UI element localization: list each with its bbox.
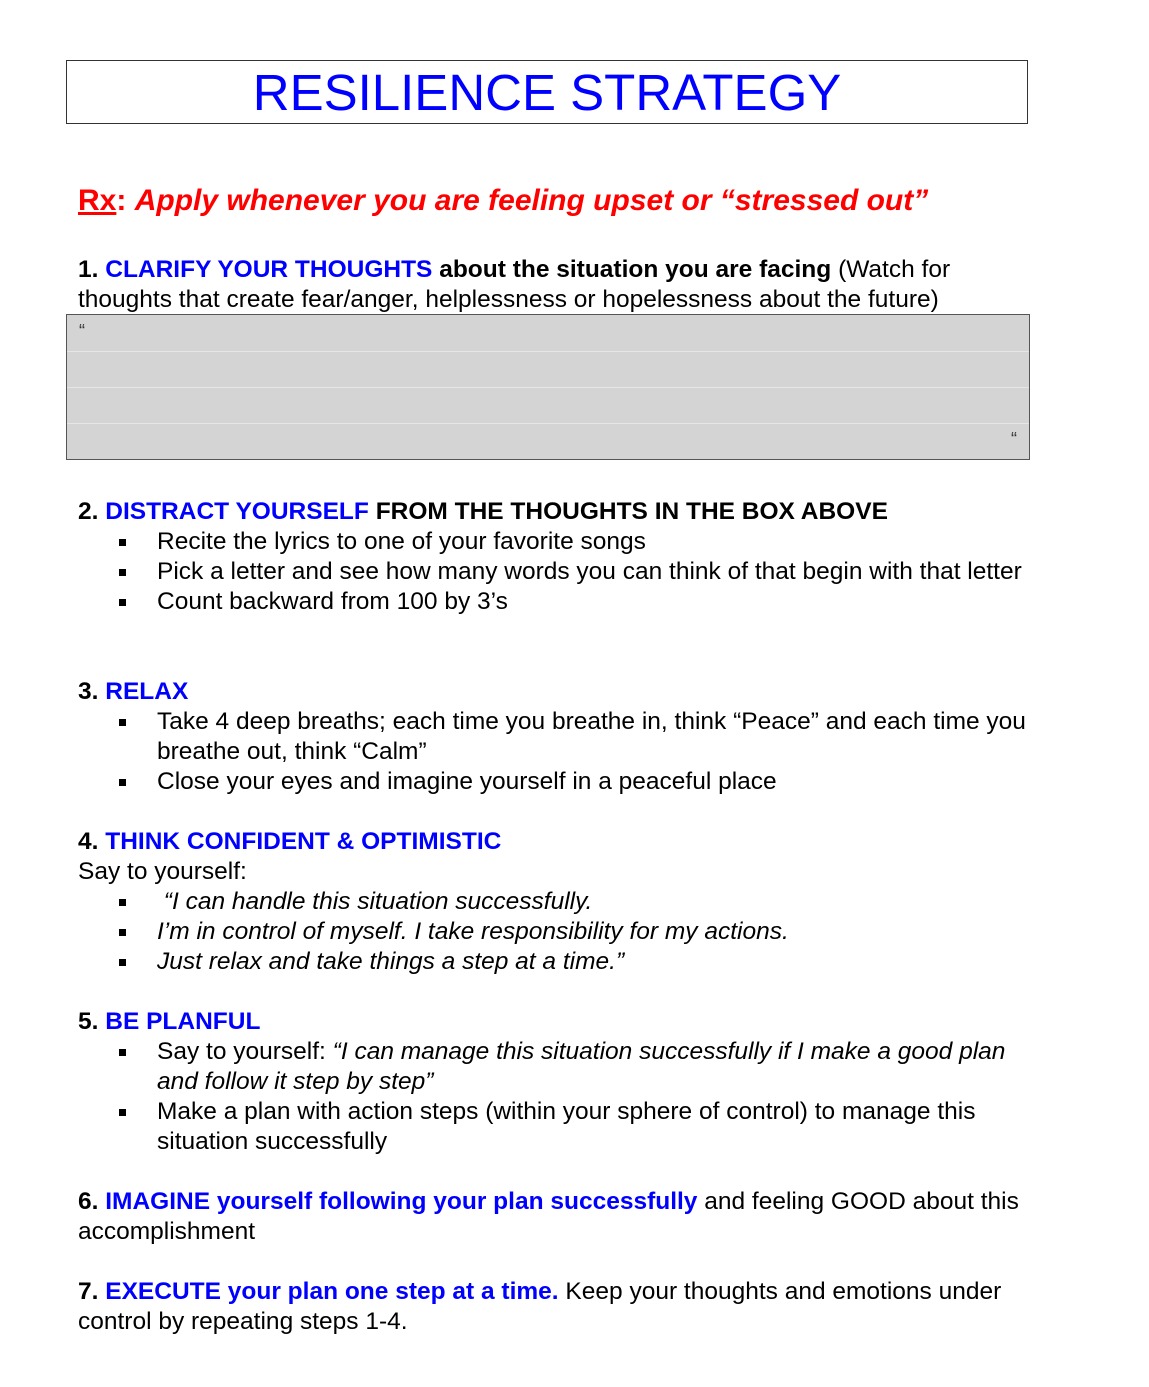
section-3-heading: RELAX xyxy=(105,678,189,705)
section-5-heading: BE PLANFUL xyxy=(105,1008,261,1035)
section-1-bold-tail: about the situation you are facing xyxy=(439,256,832,283)
list-item: I’m in control of myself. I take responsibility for my actions. xyxy=(157,917,1038,947)
item-italic-quote: “I can manage this situation successfully if I make a good plan and follow it step by step” xyxy=(157,1038,1006,1095)
box-rule xyxy=(67,423,1029,424)
section-5 xyxy=(78,1007,1038,1157)
section-2-bold-tail: FROM THE THOUGHTS IN THE BOX ABOVE xyxy=(375,498,888,525)
section-3-list xyxy=(78,707,1038,797)
list-item: Make a plan with action steps (within your sphere of control) to manage this situation successfully xyxy=(157,1097,1038,1157)
list-item: Take 4 deep breaths; each time you breathe in, think “Peace” and each time you breathe out, think “Calm” xyxy=(157,707,1038,767)
close-quote-mark: “ xyxy=(1011,429,1017,449)
list-item xyxy=(157,1037,1038,1097)
thoughts-box[interactable] xyxy=(66,314,1030,460)
item-plain-text: Say to yourself: xyxy=(157,1038,333,1065)
section-1-number: 1. xyxy=(78,256,99,283)
page-title: RESILIENCE STRATEGY xyxy=(66,60,1028,124)
section-6 xyxy=(78,1187,1038,1247)
section-5-number: 5. xyxy=(78,1008,99,1035)
section-1-note: (Watch for thoughts that create fear/anger, helplessness or hopelessness about the future) xyxy=(78,256,951,313)
section-4-list xyxy=(78,887,1038,977)
section-2-list xyxy=(78,527,1038,617)
section-4-intro: Say to yourself: xyxy=(78,858,247,885)
section-1 xyxy=(78,255,1038,315)
section-4-heading: THINK CONFIDENT & OPTIMISTIC xyxy=(105,828,502,855)
section-2 xyxy=(78,497,1038,617)
list-item: Close your eyes and imagine yourself in a peaceful place xyxy=(157,767,1038,797)
section-3-number: 3. xyxy=(78,678,99,705)
section-6-rest: and feeling GOOD about this accomplishment xyxy=(78,1188,1019,1245)
section-7 xyxy=(78,1277,1038,1337)
section-5-list xyxy=(78,1037,1038,1157)
box-rule xyxy=(67,387,1029,388)
list-item: Recite the lyrics to one of your favorite songs xyxy=(157,527,1038,557)
rx-text: Apply whenever you are feeling upset or “stressed out” xyxy=(134,184,929,217)
section-7-rest: Keep your thoughts and emotions under control by repeating steps 1-4. xyxy=(78,1278,1002,1335)
rx-colon: : xyxy=(116,184,127,217)
section-7-number: 7. xyxy=(78,1278,99,1305)
list-item: Pick a letter and see how many words you can think of that begin with that letter xyxy=(157,557,1038,587)
open-quote-mark: “ xyxy=(79,321,85,341)
section-4 xyxy=(78,827,1038,977)
section-3 xyxy=(78,677,1038,797)
box-rule xyxy=(67,351,1029,352)
section-1-heading: CLARIFY YOUR THOUGHTS xyxy=(105,256,433,283)
section-2-number: 2. xyxy=(78,498,99,525)
section-6-heading: IMAGINE yourself following your plan successfully xyxy=(105,1188,698,1215)
section-4-number: 4. xyxy=(78,828,99,855)
rx-instruction xyxy=(78,184,928,218)
list-item: Just relax and take things a step at a time.” xyxy=(157,947,1038,977)
list-item: “I can handle this situation successfully. xyxy=(157,887,1038,917)
rx-prefix: Rx xyxy=(78,184,117,217)
list-item: Count backward from 100 by 3’s xyxy=(157,587,1038,617)
section-6-number: 6. xyxy=(78,1188,99,1215)
section-2-heading: DISTRACT YOURSELF xyxy=(105,498,369,525)
section-7-heading: EXECUTE your plan one step at a time. xyxy=(105,1278,559,1305)
